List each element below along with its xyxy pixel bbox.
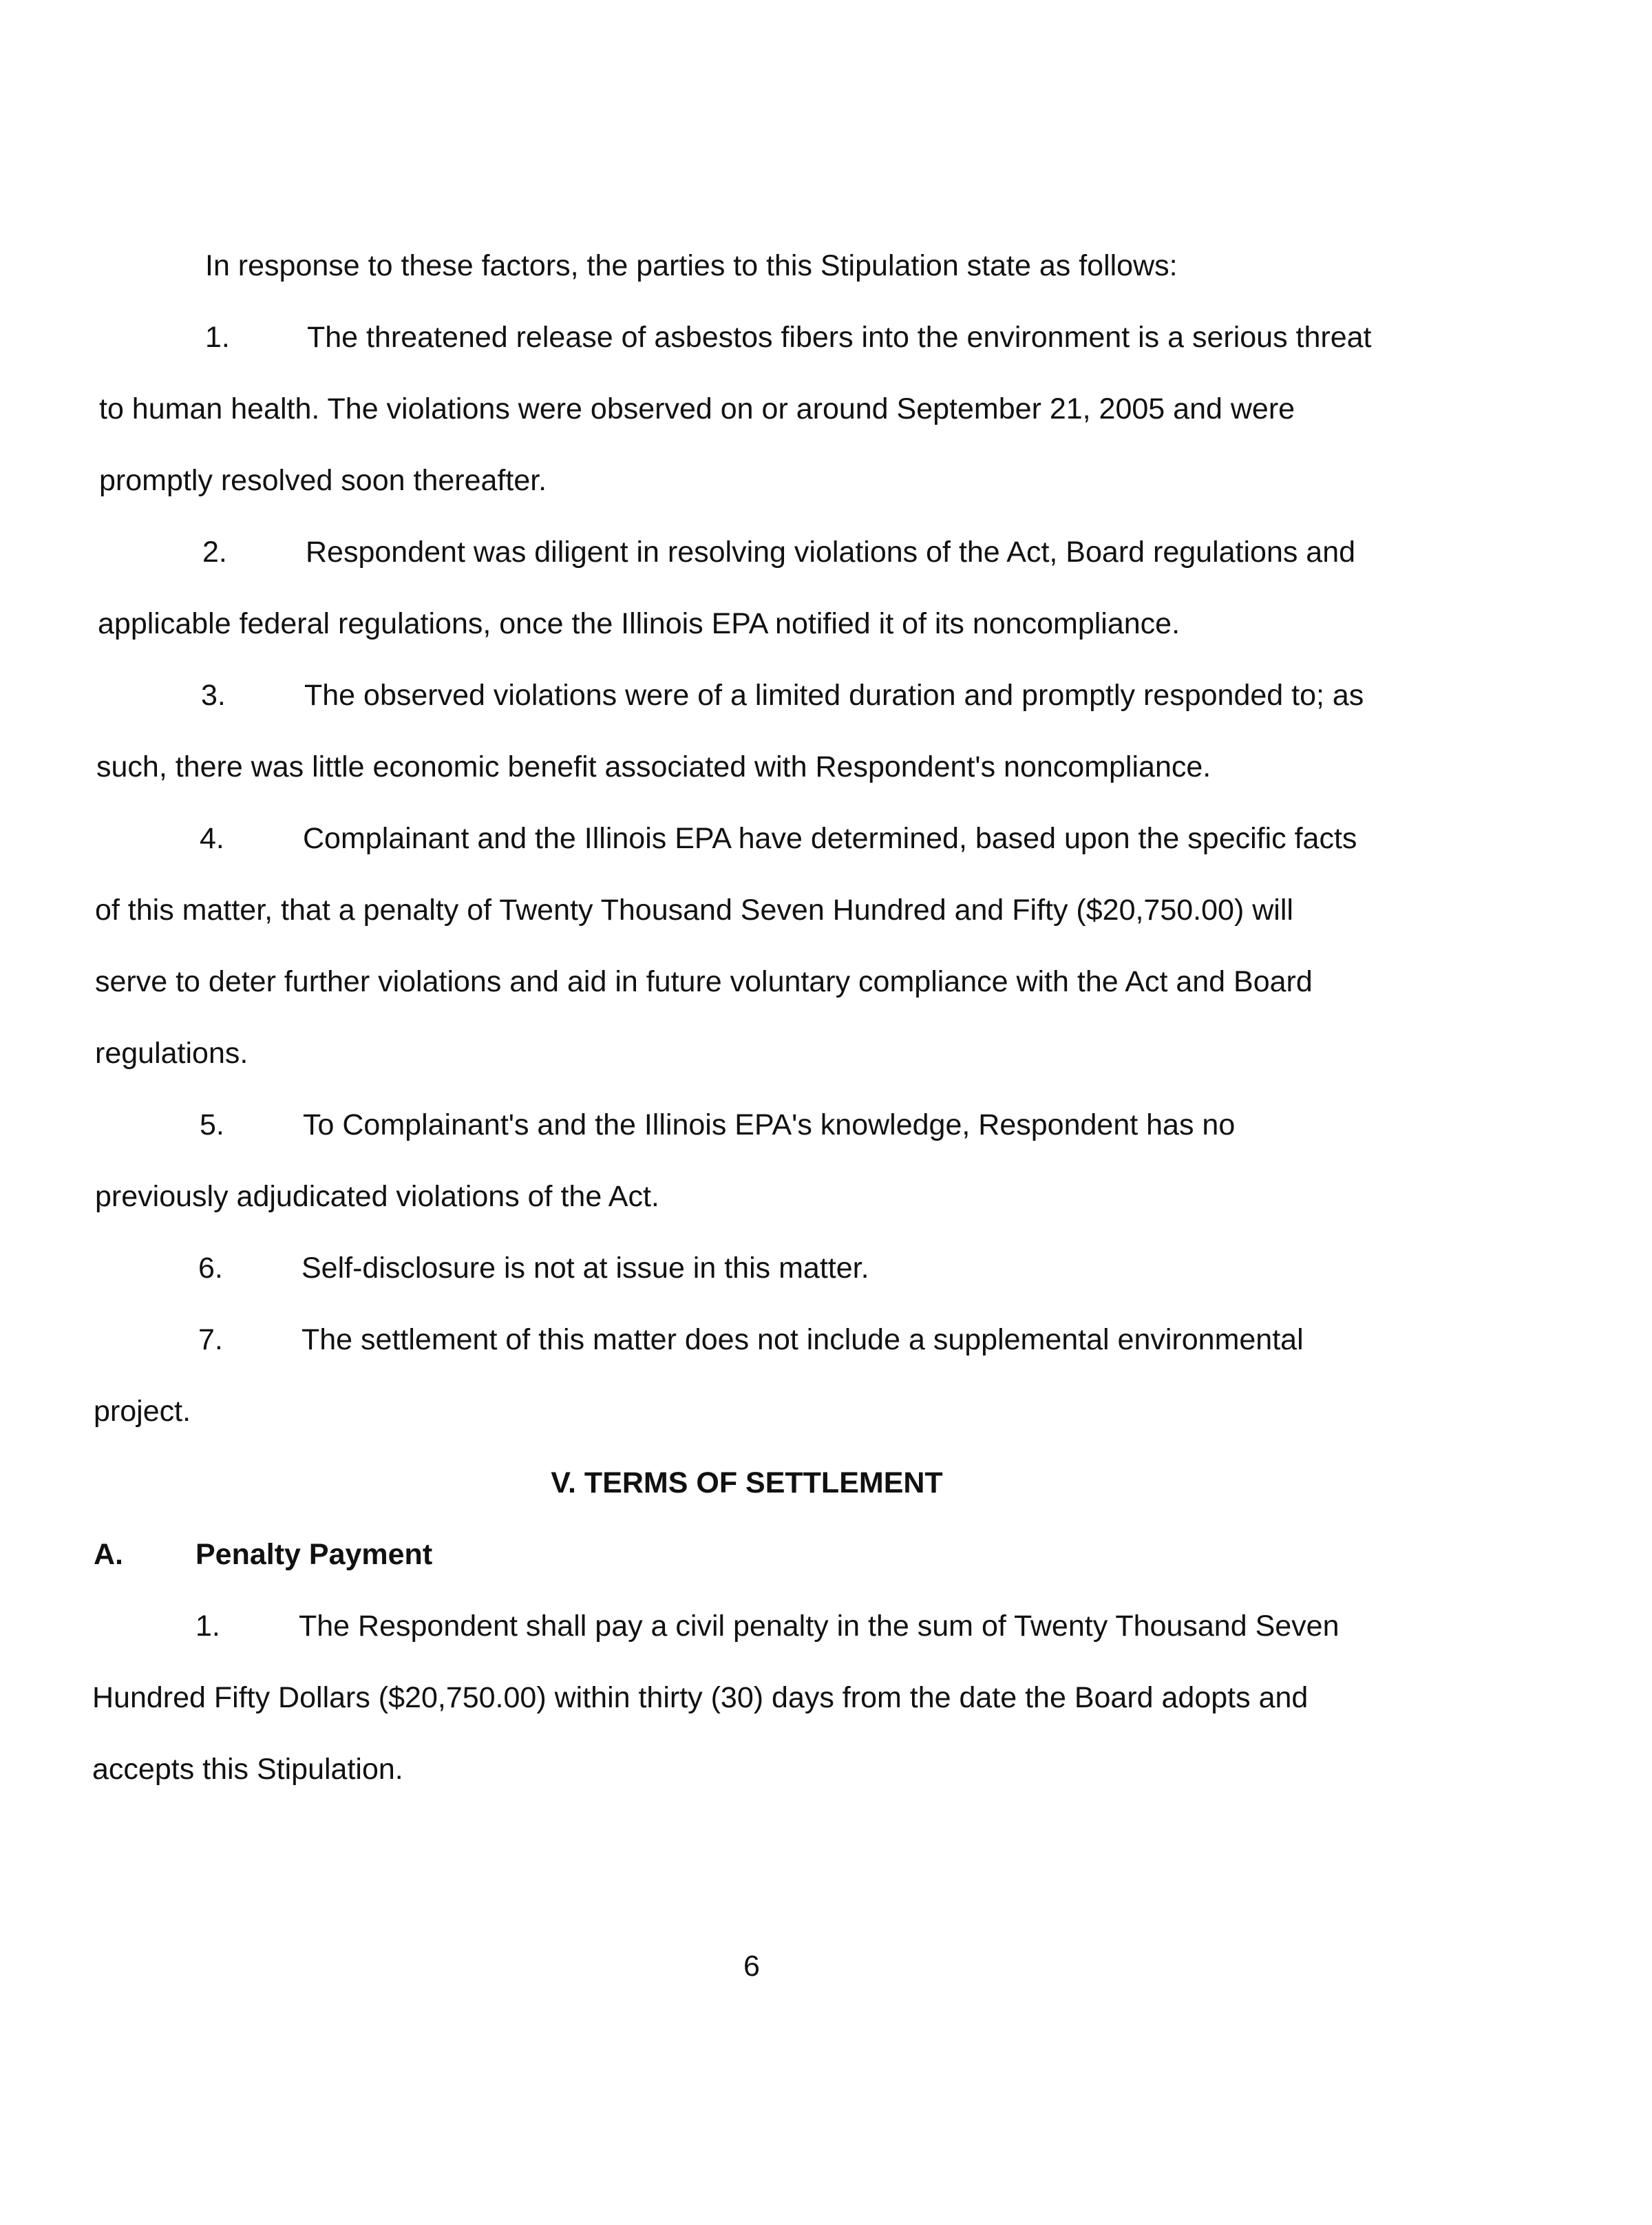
item-number: 1. bbox=[205, 321, 230, 354]
page-number: 6 bbox=[743, 1950, 760, 1983]
item-number: 5. bbox=[200, 1108, 224, 1141]
item-line: The settlement of this matter does not include a supplemental environmental bbox=[301, 1323, 1304, 1356]
item-line: of this matter, that a penalty of Twenty Thousand Seven Hundred and Fifty ($20,750.00) will bbox=[95, 894, 1293, 927]
item-line: applicable federal regulations, once the Illinois EPA notified it of its noncompliance. bbox=[98, 607, 1180, 640]
item-number: 4. bbox=[200, 822, 224, 855]
subsection-letter: A. bbox=[94, 1538, 123, 1571]
item-line: promptly resolved soon thereafter. bbox=[99, 464, 547, 497]
section-heading: V. TERMS OF SETTLEMENT bbox=[551, 1466, 943, 1499]
item-number: 3. bbox=[201, 679, 226, 712]
item-line: The Respondent shall pay a civil penalty in the sum of Twenty Thousand Seven bbox=[299, 1610, 1339, 1643]
item-line: The threatened release of asbestos fibers into the environment is a serious threat bbox=[307, 321, 1372, 354]
item-line: Self-disclosure is not at issue in this matter. bbox=[301, 1252, 869, 1285]
item-line: To Complainant's and the Illinois EPA's knowledge, Respondent has no bbox=[303, 1108, 1236, 1141]
item-number: 7. bbox=[198, 1323, 223, 1356]
item-number: 1. bbox=[195, 1610, 220, 1643]
item-number: 2. bbox=[202, 536, 227, 569]
item-line: to human health. The violations were observed on or around September 21, 2005 and were bbox=[99, 392, 1295, 425]
item-line: project. bbox=[94, 1395, 191, 1428]
item-line: The observed violations were of a limited duration and promptly responded to; as bbox=[304, 679, 1364, 712]
item-line: Respondent was diligent in resolving violations of the Act, Board regulations and bbox=[306, 536, 1356, 569]
item-line: previously adjudicated violations of the Act. bbox=[95, 1180, 659, 1213]
item-line: such, there was little economic benefit associated with Respondent's noncompliance. bbox=[96, 750, 1211, 783]
subsection-title: Penalty Payment bbox=[195, 1538, 433, 1571]
item-line: accepts this Stipulation. bbox=[92, 1753, 403, 1786]
item-line: regulations. bbox=[95, 1037, 248, 1070]
intro-paragraph: In response to these factors, the parties to this Stipulation state as follows: bbox=[205, 249, 1178, 282]
item-line: Hundred Fifty Dollars ($20,750.00) within thirty (30) days from the date the Board adopts and bbox=[92, 1681, 1309, 1714]
item-line: serve to deter further violations and aid in future voluntary compliance with the Act and Board bbox=[95, 965, 1313, 998]
item-number: 6. bbox=[198, 1252, 223, 1285]
item-line: Complainant and the Illinois EPA have determined, based upon the specific facts bbox=[303, 822, 1357, 855]
